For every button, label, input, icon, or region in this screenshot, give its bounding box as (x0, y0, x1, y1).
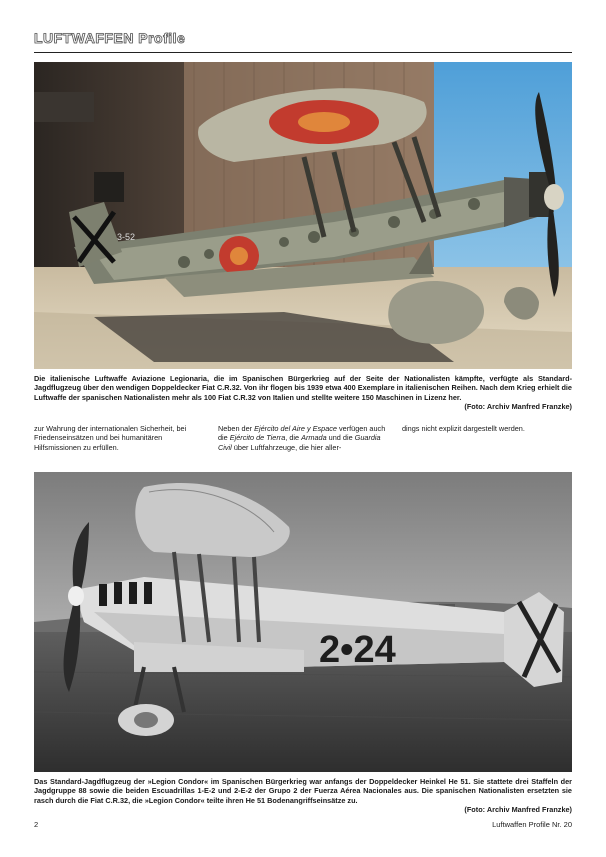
heinkel-he51-illustration (34, 472, 572, 772)
photo1-credit: (Foto: Archiv Manfred Franzke) (464, 402, 572, 412)
col2-em-armada: Armada (301, 433, 327, 443)
col2-em-ejercito-tierra: Ejército de Tierra (229, 433, 286, 443)
col2-text-2: verfügen auch die (218, 424, 386, 443)
col2-text-4: und die (326, 433, 355, 443)
body-column-3: dings nicht explizit dargestellt werden. (402, 424, 525, 433)
col2-em-guardia-civil: Guardia Civil (218, 433, 381, 452)
col2-text-1: Neben der (218, 424, 255, 433)
body-column-2 (218, 424, 388, 452)
photo2-credit: (Foto: Archiv Manfred Franzke) (464, 805, 572, 815)
page-number: 2 (34, 820, 39, 829)
col2-text-5: über Luftfahrzeuge, die hier aller- (231, 442, 342, 452)
photo2-caption (34, 777, 572, 815)
photo2-caption-text: Das Standard-Jagdflugzeug der »Legion Condor« im Spanischen Bürgerkrieg war anfangs der Doppeldecker Heinkel He 51. Sie stattete drei Staffeln der Jagdgruppe 88 sowie die beiden Escuadrillas 1-E-2 und 2-E-2 der Grupo 2 der Fuerza Aérea Nacionales aus. Die spanischen Nationalisten ersetzten sie rasch durch die Fiat C.R.32, die »Legion Condor« teilte ihren He 51 Bodenangriffseinsätze zu. (34, 777, 572, 805)
running-header: LUFTWAFFEN Profile (34, 30, 186, 46)
fiat-cr32-illustration (34, 62, 572, 369)
photo1-caption-text: Die italienische Luftwaffe Aviazione Legionaria, die im Spanischen Bürgerkrieg auf der Seite der Nationalisten kämpfte, verfügte als Standard-Jagdflugzeug über den wendigen Doppeldecker Fiat C.R.32. Von ihr flogen bis 1939 etwa 400 Exemplare in italienischen Reihen. Nach dem Krieg erhielt die Luftwaffe der spanischen Nationalisten mehr als 100 Fiat C.R.32 von Italien und stellte weitere 150 Maschinen in Lizenz her. (34, 374, 572, 402)
tail-number-text: 3-52 (117, 232, 136, 242)
col2-text-3: , die (285, 433, 302, 443)
magazine-issue: Luftwaffen Profile Nr. 20 (492, 820, 572, 829)
header-rule (34, 52, 572, 53)
photo-fiat-cr32 (34, 62, 572, 369)
fuselage-code-text: 2•24 (319, 629, 396, 671)
body-column-1: zur Wahrung der internationalen Sicherheit, bei Friedenseinsätzen und bei humanitären Hilfsmissionen zu erfüllen. (34, 424, 187, 452)
col2-em-ejercito-aire: Ejército del Aire y Espace (254, 424, 337, 433)
photo1-caption (34, 374, 572, 412)
photo-heinkel-he51 (34, 472, 572, 772)
